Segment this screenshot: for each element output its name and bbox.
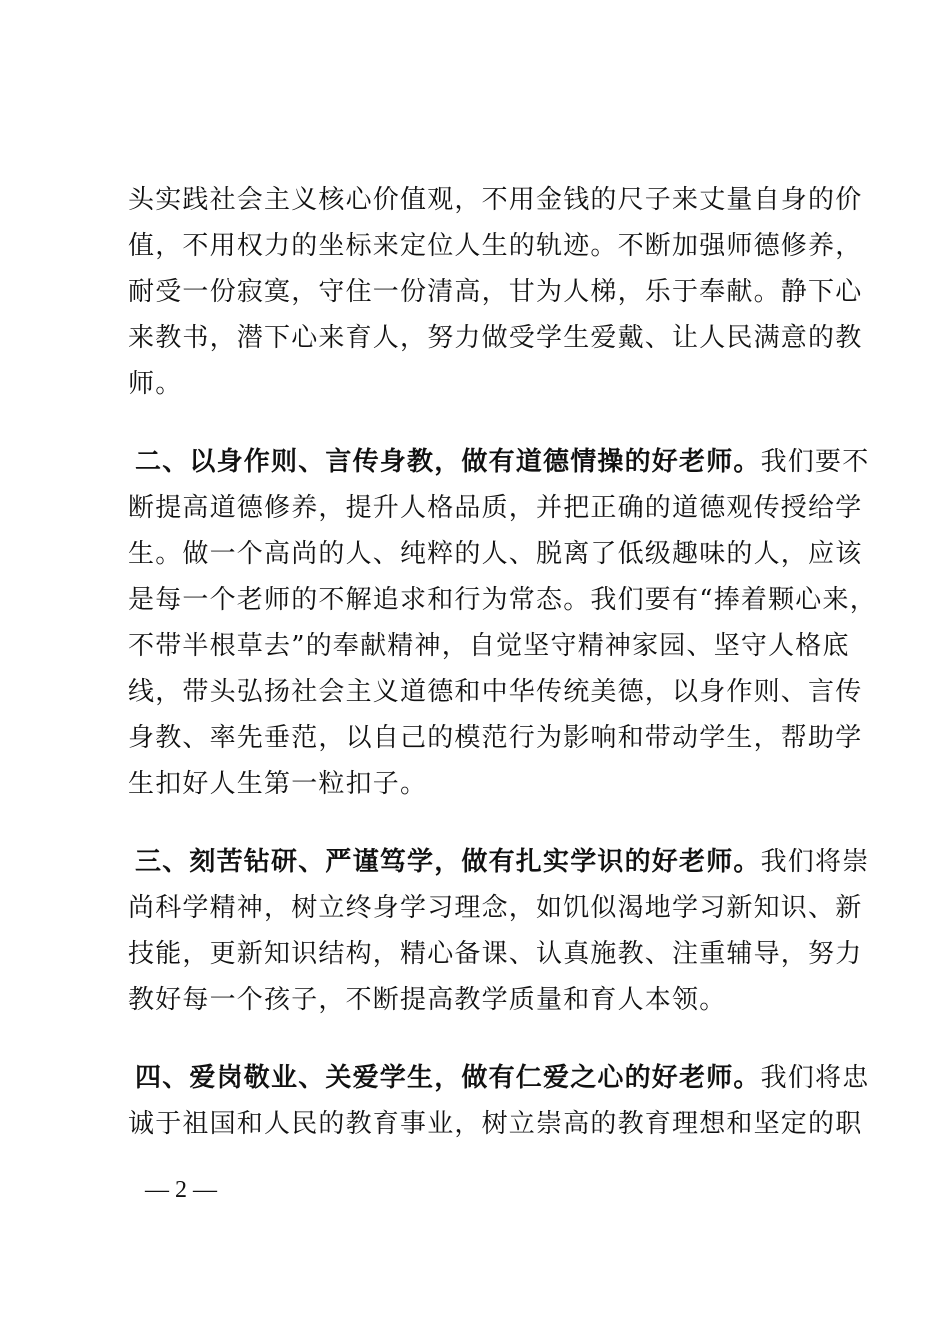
paragraph-3-first-line — [135, 845, 870, 879]
paragraph-2-line-2: 断提高道德修养，提升人格品质，并把正确的道德观传授给学 — [128, 493, 863, 523]
paragraph-2-line-8: 生扣好人生第一粒扣子。 — [128, 769, 428, 799]
paragraph-1-line-3: 耐受一份寂寞，守住一份清高，甘为人梯，乐于奉献。静下心 — [128, 277, 863, 307]
paragraph-1-line-4: 来教书，潜下心来育人，努力做受学生爱戴、让人民满意的教 — [128, 323, 863, 353]
paragraph-4-heading: 四、爱岗敬业、关爱学生，做有仁爱之心的好老师。 — [135, 1063, 761, 1093]
paragraph-3-line-3: 技能，更新知识结构，精心备课、认真施教、注重辅导，努力 — [128, 939, 863, 969]
paragraph-2-line-5: 不带半根草去”的奉献精神，自觉坚守精神家园、坚守人格底 — [128, 631, 850, 661]
paragraph-4-first-line-rest: 我们将忠 — [760, 1063, 870, 1093]
paragraph-1-line-5: 师。 — [128, 369, 183, 399]
paragraph-2-line-7: 身教、率先垂范，以自己的模范行为影响和带动学生，帮助学 — [128, 723, 863, 753]
paragraph-2-line-3: 生。做一个高尚的人、纯粹的人、脱离了低级趣味的人，应该 — [128, 539, 863, 569]
paragraph-1-line-1: 头实践社会主义核心价值观，不用金钱的尺子来丈量自身的价 — [128, 185, 863, 215]
paragraph-1-line-2: 值，不用权力的坐标来定位人生的轨迹。不断加强师德修养， — [128, 231, 863, 261]
paragraph-3-line-4: 教好每一个孩子，不断提高教学质量和育人本领。 — [128, 985, 727, 1015]
paragraph-4-first-line — [135, 1061, 870, 1095]
paragraph-3-first-line-rest: 我们将崇 — [760, 847, 870, 877]
paragraph-2-first-line — [135, 445, 870, 479]
paragraph-2-line-4: 是每一个老师的不解追求和行为常态。我们要有“捧着颗心来， — [128, 585, 877, 615]
paragraph-4-line-2: 诚于祖国和人民的教育事业，树立崇高的教育理想和坚定的职 — [128, 1109, 863, 1139]
paragraph-2-heading: 二、以身作则、言传身教，做有道德情操的好老师。 — [135, 447, 761, 477]
page-number: — 2 — — [145, 1177, 217, 1203]
paragraph-2-first-line-rest: 我们要不 — [760, 447, 870, 477]
paragraph-3-heading: 三、刻苦钻研、严谨笃学，做有扎实学识的好老师。 — [135, 847, 761, 877]
paragraph-2-line-6: 线，带头弘扬社会主义道德和中华传统美德，以身作则、言传 — [128, 677, 863, 707]
paragraph-3-line-2: 尚科学精神，树立终身学习理念，如饥似渴地学习新知识、新 — [128, 893, 863, 923]
